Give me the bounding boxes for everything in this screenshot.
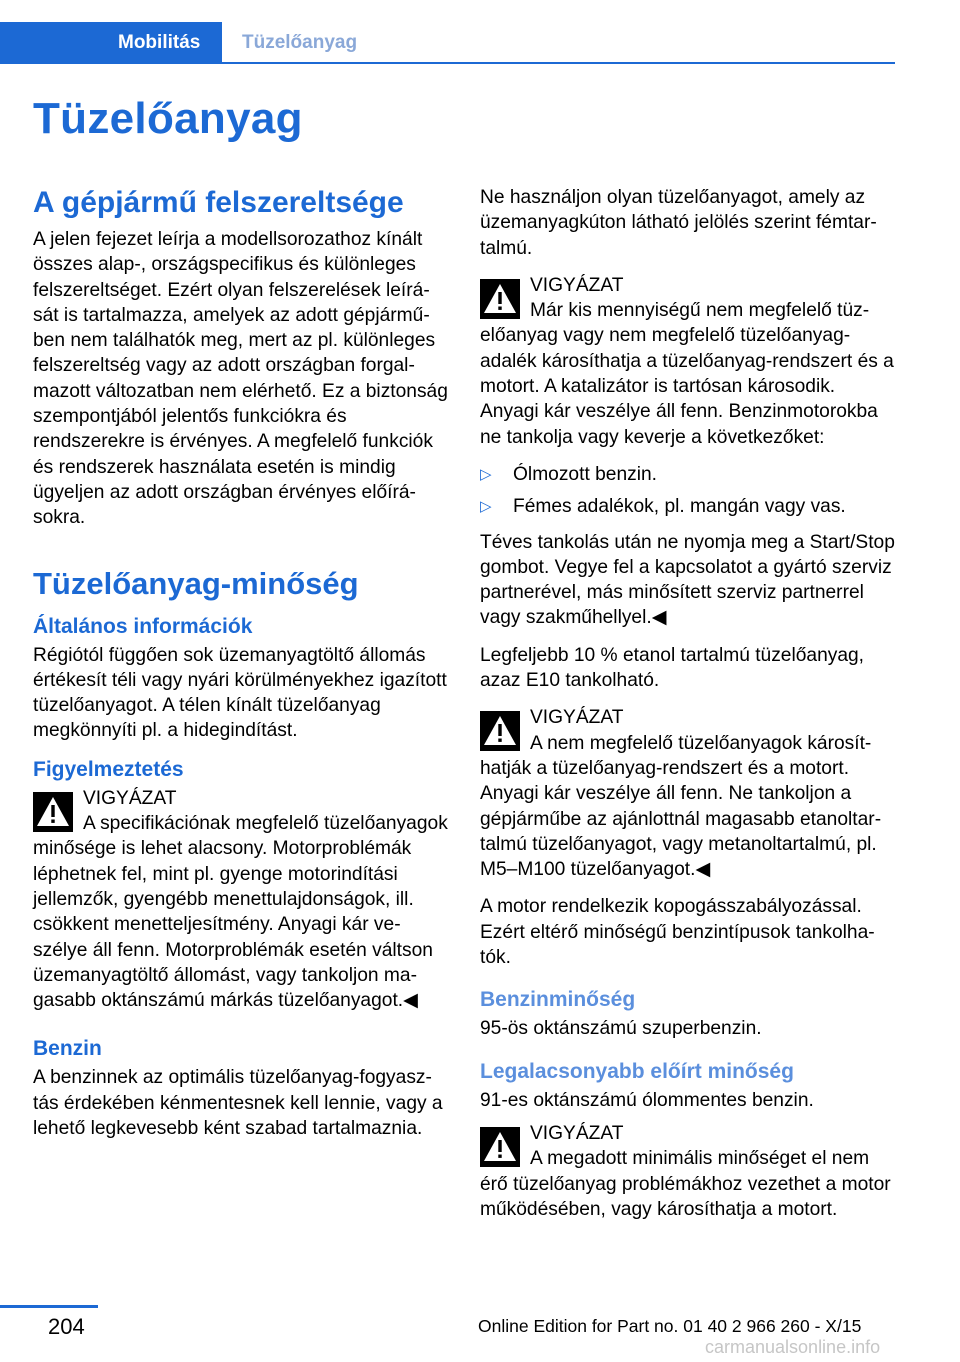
warning-text: A nem megfelelő tüzelőanyagok károsíthatják a tüzelőanyag-rendszert és a motort. Anyagi kár veszélye áll fenn. Ne tankoljon a gépjárműbe az ajánlottnál magasabb etanoltartalmú tüzelőanyagot, vagy metanoltartalmú, pl. M5–M100 tüzelőanyagot.◀ (480, 732, 882, 881)
right-column (480, 185, 895, 1234)
page-number: 204 (48, 1314, 85, 1339)
petrol-quality-text: 95-ös oktánszámú szuperbenzin. (480, 1018, 762, 1040)
bullet-triangle-icon: ▷ (480, 498, 492, 516)
equipment-text: A jelen fejezet leírja a modellsorozathoz kínált összes alap-, országspecifikus és különleges felszereltséget. Ezért olyan felszerelések leírását is tartalmazza, amelyek az adott gépjárműben nem találhatók meg, mert az pl. különleges felszereltség vagy az adott országban forgalmazott változatban nem elérhető. Ez a biztonság szempontjából jelentős funkciókra és rendszerekre is érvényes. A megfelelő funkciók és rendszerek használata esetén is mindig ügyeljen az adott országban érvényes előírásokra. (33, 229, 448, 529)
list-item: ▷ Ólmozott benzin. (480, 462, 895, 487)
warning-title: VIGYÁZAT (530, 1122, 624, 1144)
left-column (33, 185, 448, 1153)
warning-triangle-icon (480, 279, 520, 319)
ethanol-text: Legfeljebb 10 % etanol tartalmú tüzelőanyag, azaz E10 tankolható. (480, 644, 865, 692)
warning-triangle-icon (480, 711, 520, 751)
subheading-benzin: Benzin (33, 1037, 102, 1061)
section-heading-equipment: A gépjármű felszereltsége (33, 186, 404, 219)
section-heading-fuel-quality: Tüzelőanyag-minőség (33, 565, 359, 601)
page-title: Tüzelőanyag (33, 94, 303, 143)
bullet-triangle-icon: ▷ (480, 465, 492, 483)
subheading-general-info: Általános információk (33, 614, 253, 638)
warning-text: A specifikációnak megfelelő tüzelőanyagok minősége is lehet alacsony. Motorproblémák léphetnek fel, mint pl. gyenge motorindítási jellemzők, gyengébb menettulajdonságok, ill. csökkent menetteljesítmény. Anyagi kár veszélye áll fenn. Motorproblémák esetén váltson üzemanyagtöltő állomást, vagy tankoljon magasabb oktánszámú márkás tüzelőanyagot.◀ (33, 813, 448, 1012)
subheading-petrol-quality: Benzinminőség (480, 988, 636, 1012)
warning-text: A megadott minimális minőséget el nem érő tüzelőanyag problémákhoz vezethet a motor működésében, vagy károsíthatja a motort. (480, 1148, 891, 1220)
min-quality-text: 91-es oktánszámú ólommentes benzin. (480, 1089, 814, 1111)
subheading-warning: Figyelmeztetés (33, 757, 184, 781)
running-header (0, 22, 895, 64)
metal-warning-text: Ne használjon olyan tüzelőanyagot, amely az üzemanyagkúton látható jelölés szerint fémtartalmú. (480, 187, 877, 259)
benzin-text: A benzinnek az optimális tüzelőanyag-fogyasztás érdekében kénmentesnek kell lennie, vagy a lehető legkevesebb ként szabad tartalmaznia. (33, 1067, 443, 1140)
warning-title: VIGYÁZAT (530, 274, 624, 296)
forbidden-additives-list (480, 462, 895, 520)
warning-text: Már kis mennyiségű nem megfelelő tüzelőanyag vagy nem megfelelő tüzelőanyag-adalék károsíthatja a tüzelőanyag-rendszert és a motort. A katalizátor is tartósan károsodik. Anyagi kár veszélye áll fenn. Benzinmotorokba ne tankolja vagy keverje a következőket: (480, 300, 894, 448)
list-item: ▷ Fémes adalékok, pl. mangán vagy vas. (480, 494, 895, 519)
warning-triangle-icon (480, 1127, 520, 1167)
footer-accent-line (0, 1305, 98, 1308)
header-chapter-tab: Mobilitás (0, 22, 222, 62)
warning-block-4 (480, 1121, 895, 1222)
header-section-tab: Tüzelőanyag (242, 32, 358, 53)
warning-title: VIGYÁZAT (530, 707, 624, 729)
warning-triangle-icon (33, 792, 73, 832)
warning-title: VIGYÁZAT (83, 787, 177, 809)
warning-block-2 (480, 273, 895, 450)
watermark: carmanualsonline.info (705, 1337, 881, 1357)
misfuel-text: Téves tankolás után ne nyomja meg a Start/Stop gombot. Vegye fel a kapcsolatot a gyártó szerviz partnerével, más minősített szerviz partnerrel vagy szakműhellyel.◀ (480, 531, 895, 629)
subheading-min-quality: Legalacsonyabb előírt minőség (480, 1059, 794, 1083)
knock-control-text: A motor rendelkezik kopogásszabályozással. Ezért eltérő minőségű benzintípusok tankolhatók. (480, 896, 875, 969)
edition-text: Online Edition for Part no. 01 40 2 966 260 - X/15 (478, 1316, 862, 1336)
warning-block-1 (33, 786, 448, 1014)
general-info-text: Régiótól függően sok üzemanyagtöltő állomás értékesít téli vagy nyári körülményekhez igazított tüzelőanyagot. A télen kínált tüzelőanyag megkönnyíti pl. a hidegindítást. (33, 644, 447, 742)
warning-block-3 (480, 705, 895, 882)
